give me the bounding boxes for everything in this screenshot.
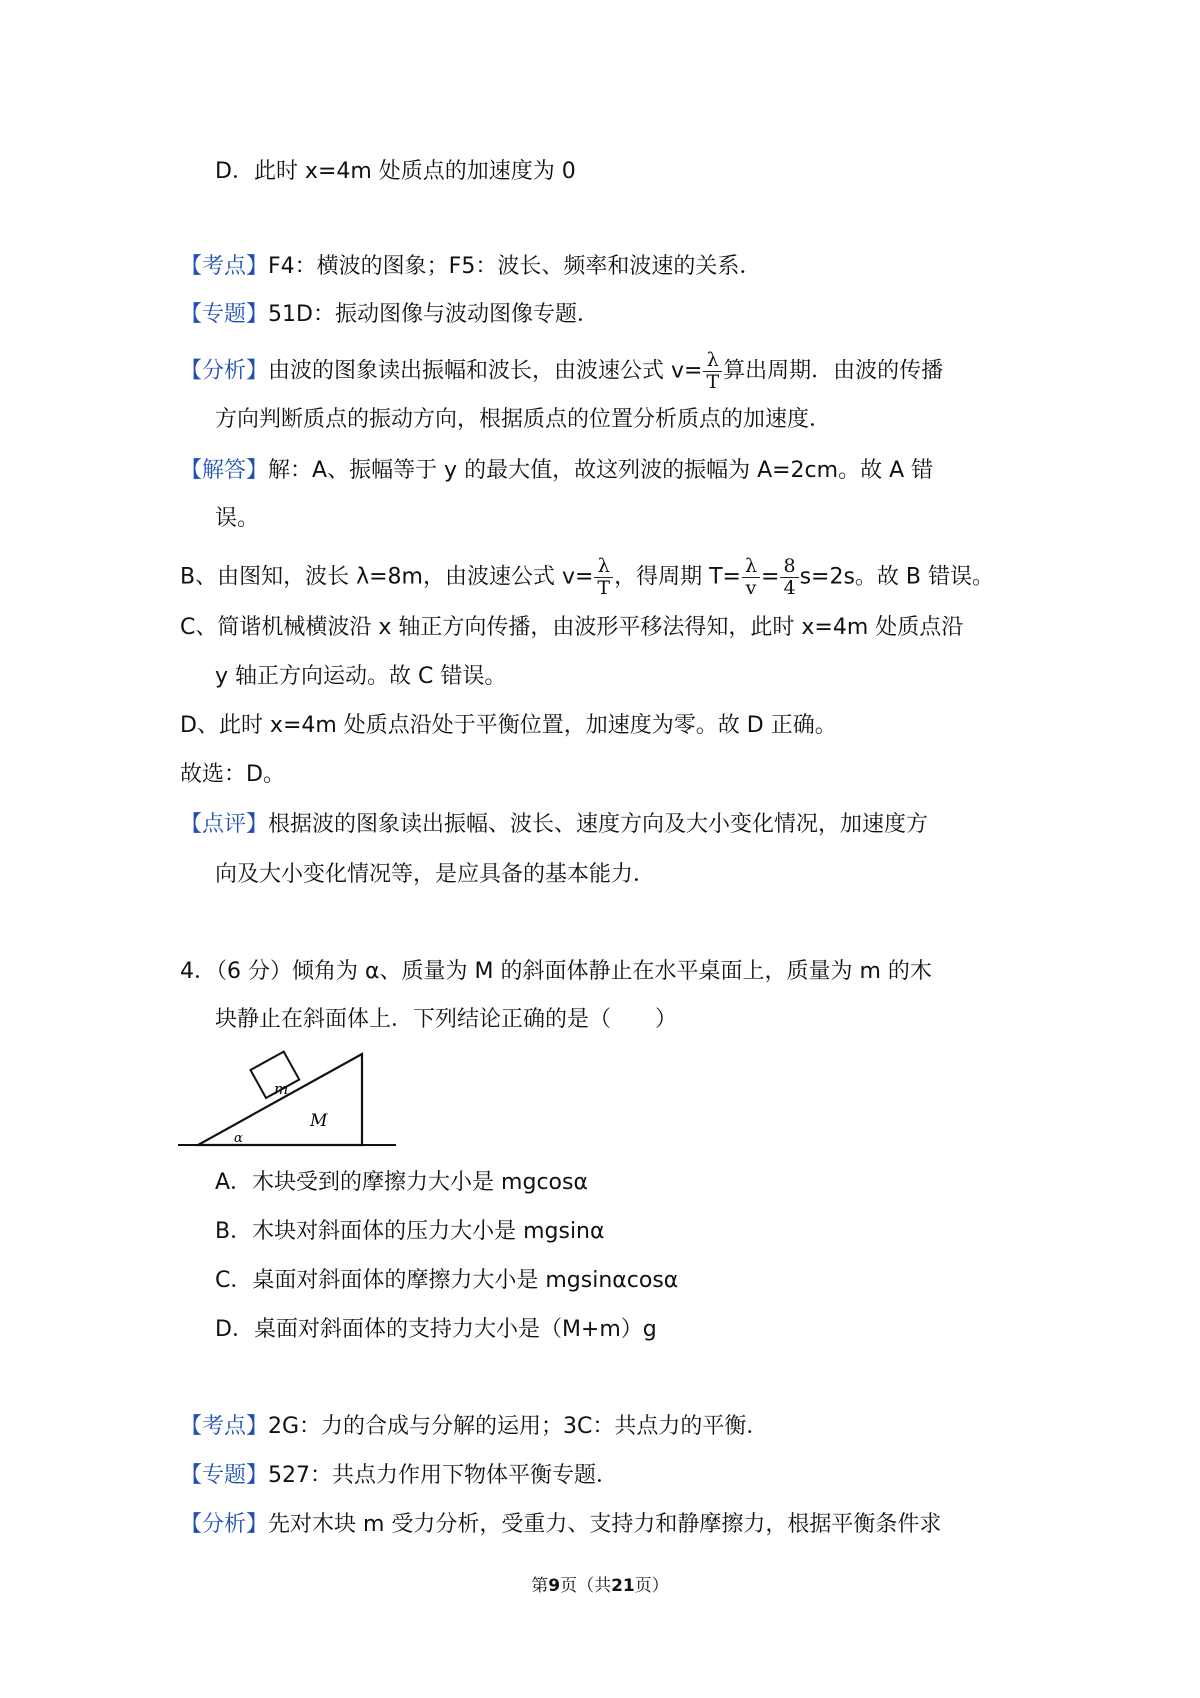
- kaodian-text: 2G：力的合成与分解的运用；3C：共点力的平衡．: [268, 1414, 769, 1439]
- block-label: m: [274, 1080, 289, 1098]
- fraction-numerator: λ: [594, 556, 613, 578]
- q3-solution-d: D、此时 x=4m 处质点沿处于平衡位置，加速度为零。故 D 正确。: [180, 713, 837, 738]
- q3-answer: 故选：D。: [180, 762, 285, 787]
- footer-page-number: 9: [548, 1576, 561, 1596]
- fraction-denominator: v: [745, 577, 757, 599]
- footer-post: 页）: [634, 1576, 669, 1596]
- q4-option-d: D．桌面对斜面体的支持力大小是（M+m）g: [215, 1317, 657, 1342]
- fenxi-text-post: 算出周期．由波的传播: [723, 358, 944, 384]
- q4-fenxi-line1: [180, 1510, 941, 1540]
- jieda-text: 解：A、振幅等于 y 的最大值，故这列波的振幅为 A=2cm。故 A 错: [268, 458, 934, 483]
- q4-zhuanti: [180, 1461, 618, 1491]
- b-equals: =: [761, 564, 780, 590]
- b-text-post: s=2s。故 B 错误。: [799, 564, 994, 590]
- q3-dianping-line1: [180, 810, 928, 840]
- footer-mid: 页（共: [560, 1576, 612, 1596]
- b-text-mid: ，得周期 T=: [614, 564, 741, 590]
- q3-option-d: D．此时 x=4m 处质点的加速度为 0: [215, 159, 576, 184]
- fenxi-tag: 【分析】: [180, 358, 269, 384]
- q4-option-c: C．桌面对斜面体的摩擦力大小是 mgsinαcosα: [215, 1268, 679, 1293]
- b-fraction-2: [742, 556, 760, 599]
- q4-option-a: A．木块受到的摩擦力大小是 mgcosα: [215, 1170, 588, 1195]
- zhuanti-tag: 【专题】: [180, 302, 269, 327]
- fraction-denominator: T: [597, 577, 611, 599]
- fraction-numerator: 8: [780, 556, 798, 578]
- q3-solution-c-line1: C、简谐机械横波沿 x 轴正方向传播，由波形平移法得知，此时 x=4m 处质点沿: [180, 615, 964, 640]
- fraction-numerator: λ: [742, 556, 760, 578]
- q3-fenxi-line1: [180, 350, 943, 393]
- fenxi-text: 先对木块 m 受力分析，受重力、支持力和静摩擦力，根据平衡条件求: [268, 1512, 942, 1537]
- zhuanti-text: 527：共点力作用下物体平衡专题．: [268, 1463, 619, 1488]
- fenxi-tag: 【分析】: [180, 1512, 269, 1537]
- zhuanti-tag: 【专题】: [180, 1463, 269, 1488]
- b-fraction-1: [594, 556, 613, 599]
- kaodian-tag: 【考点】: [180, 254, 269, 279]
- q3-kaodian: [180, 252, 761, 282]
- b-text-pre: B、由图知，波长 λ=8m，由波速公式 v=: [180, 564, 594, 590]
- q3-fenxi-line2: 方向判断质点的振动方向，根据质点的位置分析质点的加速度．: [215, 407, 832, 432]
- fraction-numerator: λ: [703, 350, 722, 372]
- q4-stem-line1: 4．（6 分）倾角为 α、质量为 M 的斜面体静止在水平桌面上，质量为 m 的木: [180, 959, 932, 984]
- zhuanti-text: 51D：振动图像与波动图像专题．: [268, 302, 599, 327]
- angle-label: α: [234, 1131, 243, 1146]
- dianping-tag: 【点评】: [180, 812, 269, 837]
- b-fraction-3: [780, 556, 798, 599]
- q3-solution-c-line2: y 轴正方向运动。故 C 错误。: [215, 664, 507, 689]
- wedge-label: M: [310, 1111, 328, 1131]
- kaodian-tag: 【考点】: [180, 1414, 269, 1439]
- q4-option-b: B．木块对斜面体的压力大小是 mgsinα: [215, 1219, 605, 1244]
- footer-total-pages: 21: [611, 1576, 635, 1596]
- dianping-text: 根据波的图象读出振幅、波长、速度方向及大小变化情况，加速度方: [268, 812, 929, 837]
- q4-stem-line2: 块静止在斜面体上．下列结论正确的是（ ）: [215, 1007, 678, 1032]
- kaodian-text: F4：横波的图象；F5：波长、频率和波速的关系．: [268, 254, 762, 279]
- incline-figure: [178, 1050, 398, 1160]
- q4-kaodian: [180, 1412, 768, 1442]
- fraction-denominator: T: [706, 371, 720, 393]
- q3-solution-b: [180, 556, 994, 599]
- q3-dianping-line2: 向及大小变化情况等，是应具备的基本能力．: [215, 862, 656, 887]
- q3-jieda-line2: 误。: [215, 506, 260, 531]
- fraction-denominator: 4: [783, 577, 796, 599]
- q3-zhuanti: [180, 300, 599, 330]
- q3-jieda-line1: [180, 456, 933, 486]
- footer-pre: 第: [531, 1576, 549, 1596]
- wave-speed-fraction: [703, 350, 722, 393]
- page-footer: [0, 1574, 1200, 1598]
- fenxi-text-pre: 由波的图象读出振幅和波长，由波速公式 v=: [268, 358, 703, 384]
- jieda-tag: 【解答】: [180, 458, 269, 483]
